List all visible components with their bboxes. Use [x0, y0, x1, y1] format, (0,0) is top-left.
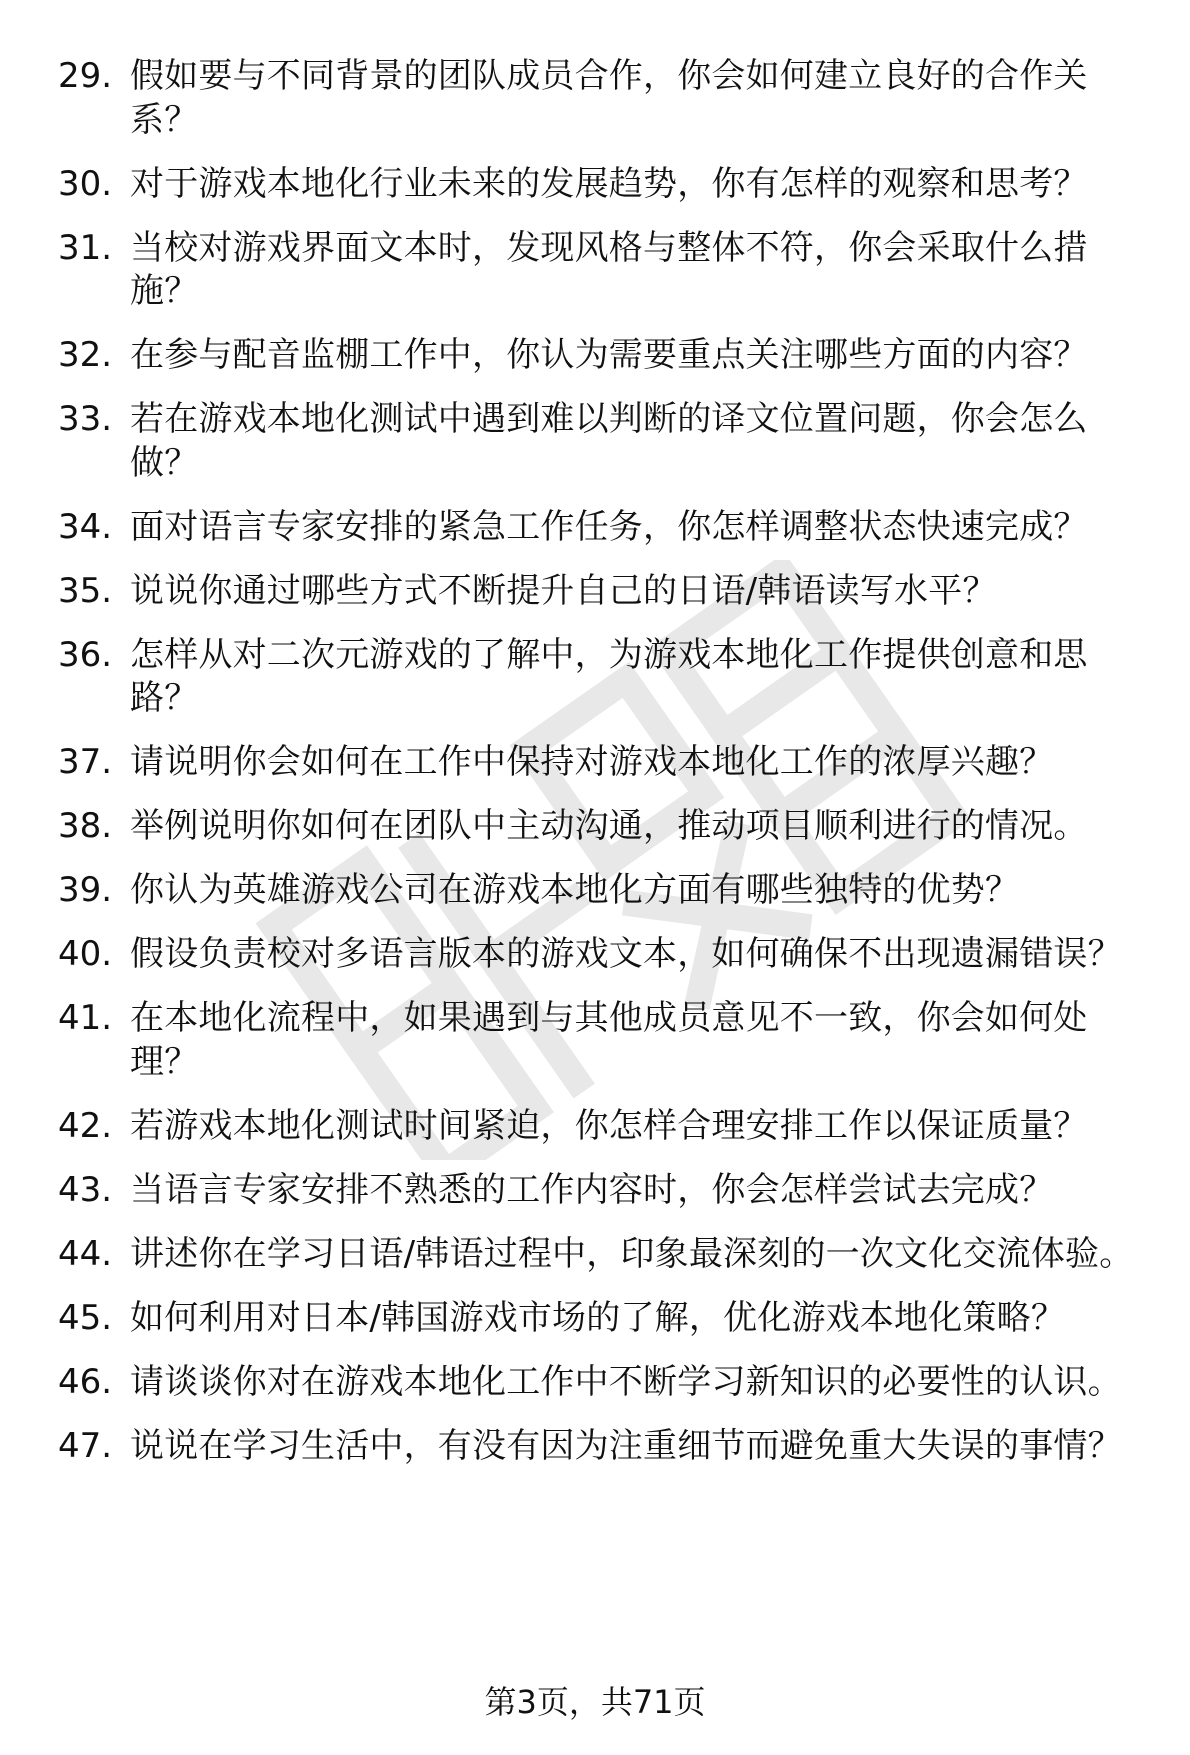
question-item — [58, 805, 1148, 849]
question-number: 37. — [58, 742, 113, 782]
question-number: 32. — [58, 335, 113, 375]
question-text: 说说在学习生活中，有没有因为注重细节而避免重大失误的事情？ — [130, 1425, 1122, 1466]
question-item — [58, 933, 1148, 977]
question-text: 举例说明你如何在团队中主动沟通，推动项目顺利进行的情况。 — [130, 806, 1088, 846]
question-number: 44. — [58, 1233, 113, 1274]
question-item — [58, 997, 1148, 1084]
question-item — [58, 869, 1148, 913]
question-text: 当语言专家安排不熟悉的工作内容时，你会怎样尝试去完成？ — [130, 1169, 1054, 1210]
question-text: 在本地化流程中，如果遇到与其他成员意见不一致，你会如何处理？ — [130, 998, 1088, 1082]
question-number: 30. — [58, 163, 113, 204]
question-number: 40. — [58, 934, 113, 974]
question-number: 43. — [58, 1169, 113, 1210]
question-item — [58, 55, 1148, 142]
question-text: 假如要与不同背景的团队成员合作，你会如何建立良好的合作关系？ — [130, 56, 1088, 140]
question-text: 怎样从对二次元游戏的了解中，为游戏本地化工作提供创意和思路？ — [130, 634, 1088, 718]
question-item — [58, 334, 1148, 378]
question-item — [58, 1233, 1148, 1277]
question-item — [58, 741, 1148, 785]
question-number: 29. — [58, 56, 113, 96]
question-item — [58, 1361, 1148, 1405]
question-number: 47. — [58, 1425, 113, 1466]
question-text: 假设负责校对多语言版本的游戏文本，如何确保不出现遗漏错误？ — [130, 934, 1122, 974]
question-number: 38. — [58, 806, 113, 846]
question-number: 45. — [58, 1297, 113, 1338]
question-text: 面对语言专家安排的紧急工作任务，你怎样调整状态快速完成？ — [130, 506, 1088, 547]
question-text: 若在游戏本地化测试中遇到难以判断的译文位置问题，你会怎么做？ — [130, 399, 1088, 483]
question-text: 说说你通过哪些方式不断提升自己的日语/韩语读写水平？ — [130, 570, 997, 611]
question-text: 请谈谈你对在游戏本地化工作中不断学习新知识的必要性的认识。 — [130, 1361, 1122, 1402]
question-number: 41. — [58, 998, 113, 1038]
question-number: 34. — [58, 506, 113, 547]
question-item — [58, 398, 1148, 485]
question-item — [58, 506, 1148, 550]
question-item — [58, 1425, 1148, 1469]
question-number: 33. — [58, 399, 113, 439]
question-item — [58, 1169, 1148, 1213]
question-item — [58, 163, 1148, 207]
question-item — [58, 1297, 1148, 1341]
question-item — [58, 570, 1148, 614]
question-text: 若游戏本地化测试时间紧迫，你怎样合理安排工作以保证质量？ — [130, 1105, 1088, 1146]
question-text: 如何利用对日本/韩国游戏市场的了解，优化游戏本地化策略？ — [130, 1297, 1066, 1338]
page-footer — [0, 1682, 1190, 1722]
question-text: 对于游戏本地化行业未来的发展趋势，你有怎样的观察和思考？ — [130, 163, 1088, 204]
question-number: 46. — [58, 1361, 113, 1402]
question-number: 39. — [58, 870, 113, 910]
question-list — [58, 55, 1148, 1489]
question-text: 在参与配音监棚工作中，你认为需要重点关注哪些方面的内容？ — [130, 335, 1088, 375]
question-number: 31. — [58, 227, 113, 268]
question-text: 当校对游戏界面文本时，发现风格与整体不符，你会采取什么措施？ — [130, 227, 1088, 311]
question-text: 讲述你在学习日语/韩语过程中，印象最深刻的一次文化交流体验。 — [130, 1233, 1134, 1274]
question-number: 36. — [58, 634, 113, 675]
question-number: 42. — [58, 1105, 113, 1146]
question-text: 你认为英雄游戏公司在游戏本地化方面有哪些独特的优势？ — [130, 870, 1020, 910]
question-item — [58, 634, 1148, 721]
question-item — [58, 227, 1148, 314]
page-number-label: 第3页，共71页 — [484, 1683, 706, 1721]
question-number: 35. — [58, 570, 113, 611]
question-item — [58, 1105, 1148, 1149]
question-text: 请说明你会如何在工作中保持对游戏本地化工作的浓厚兴趣？ — [130, 742, 1054, 782]
